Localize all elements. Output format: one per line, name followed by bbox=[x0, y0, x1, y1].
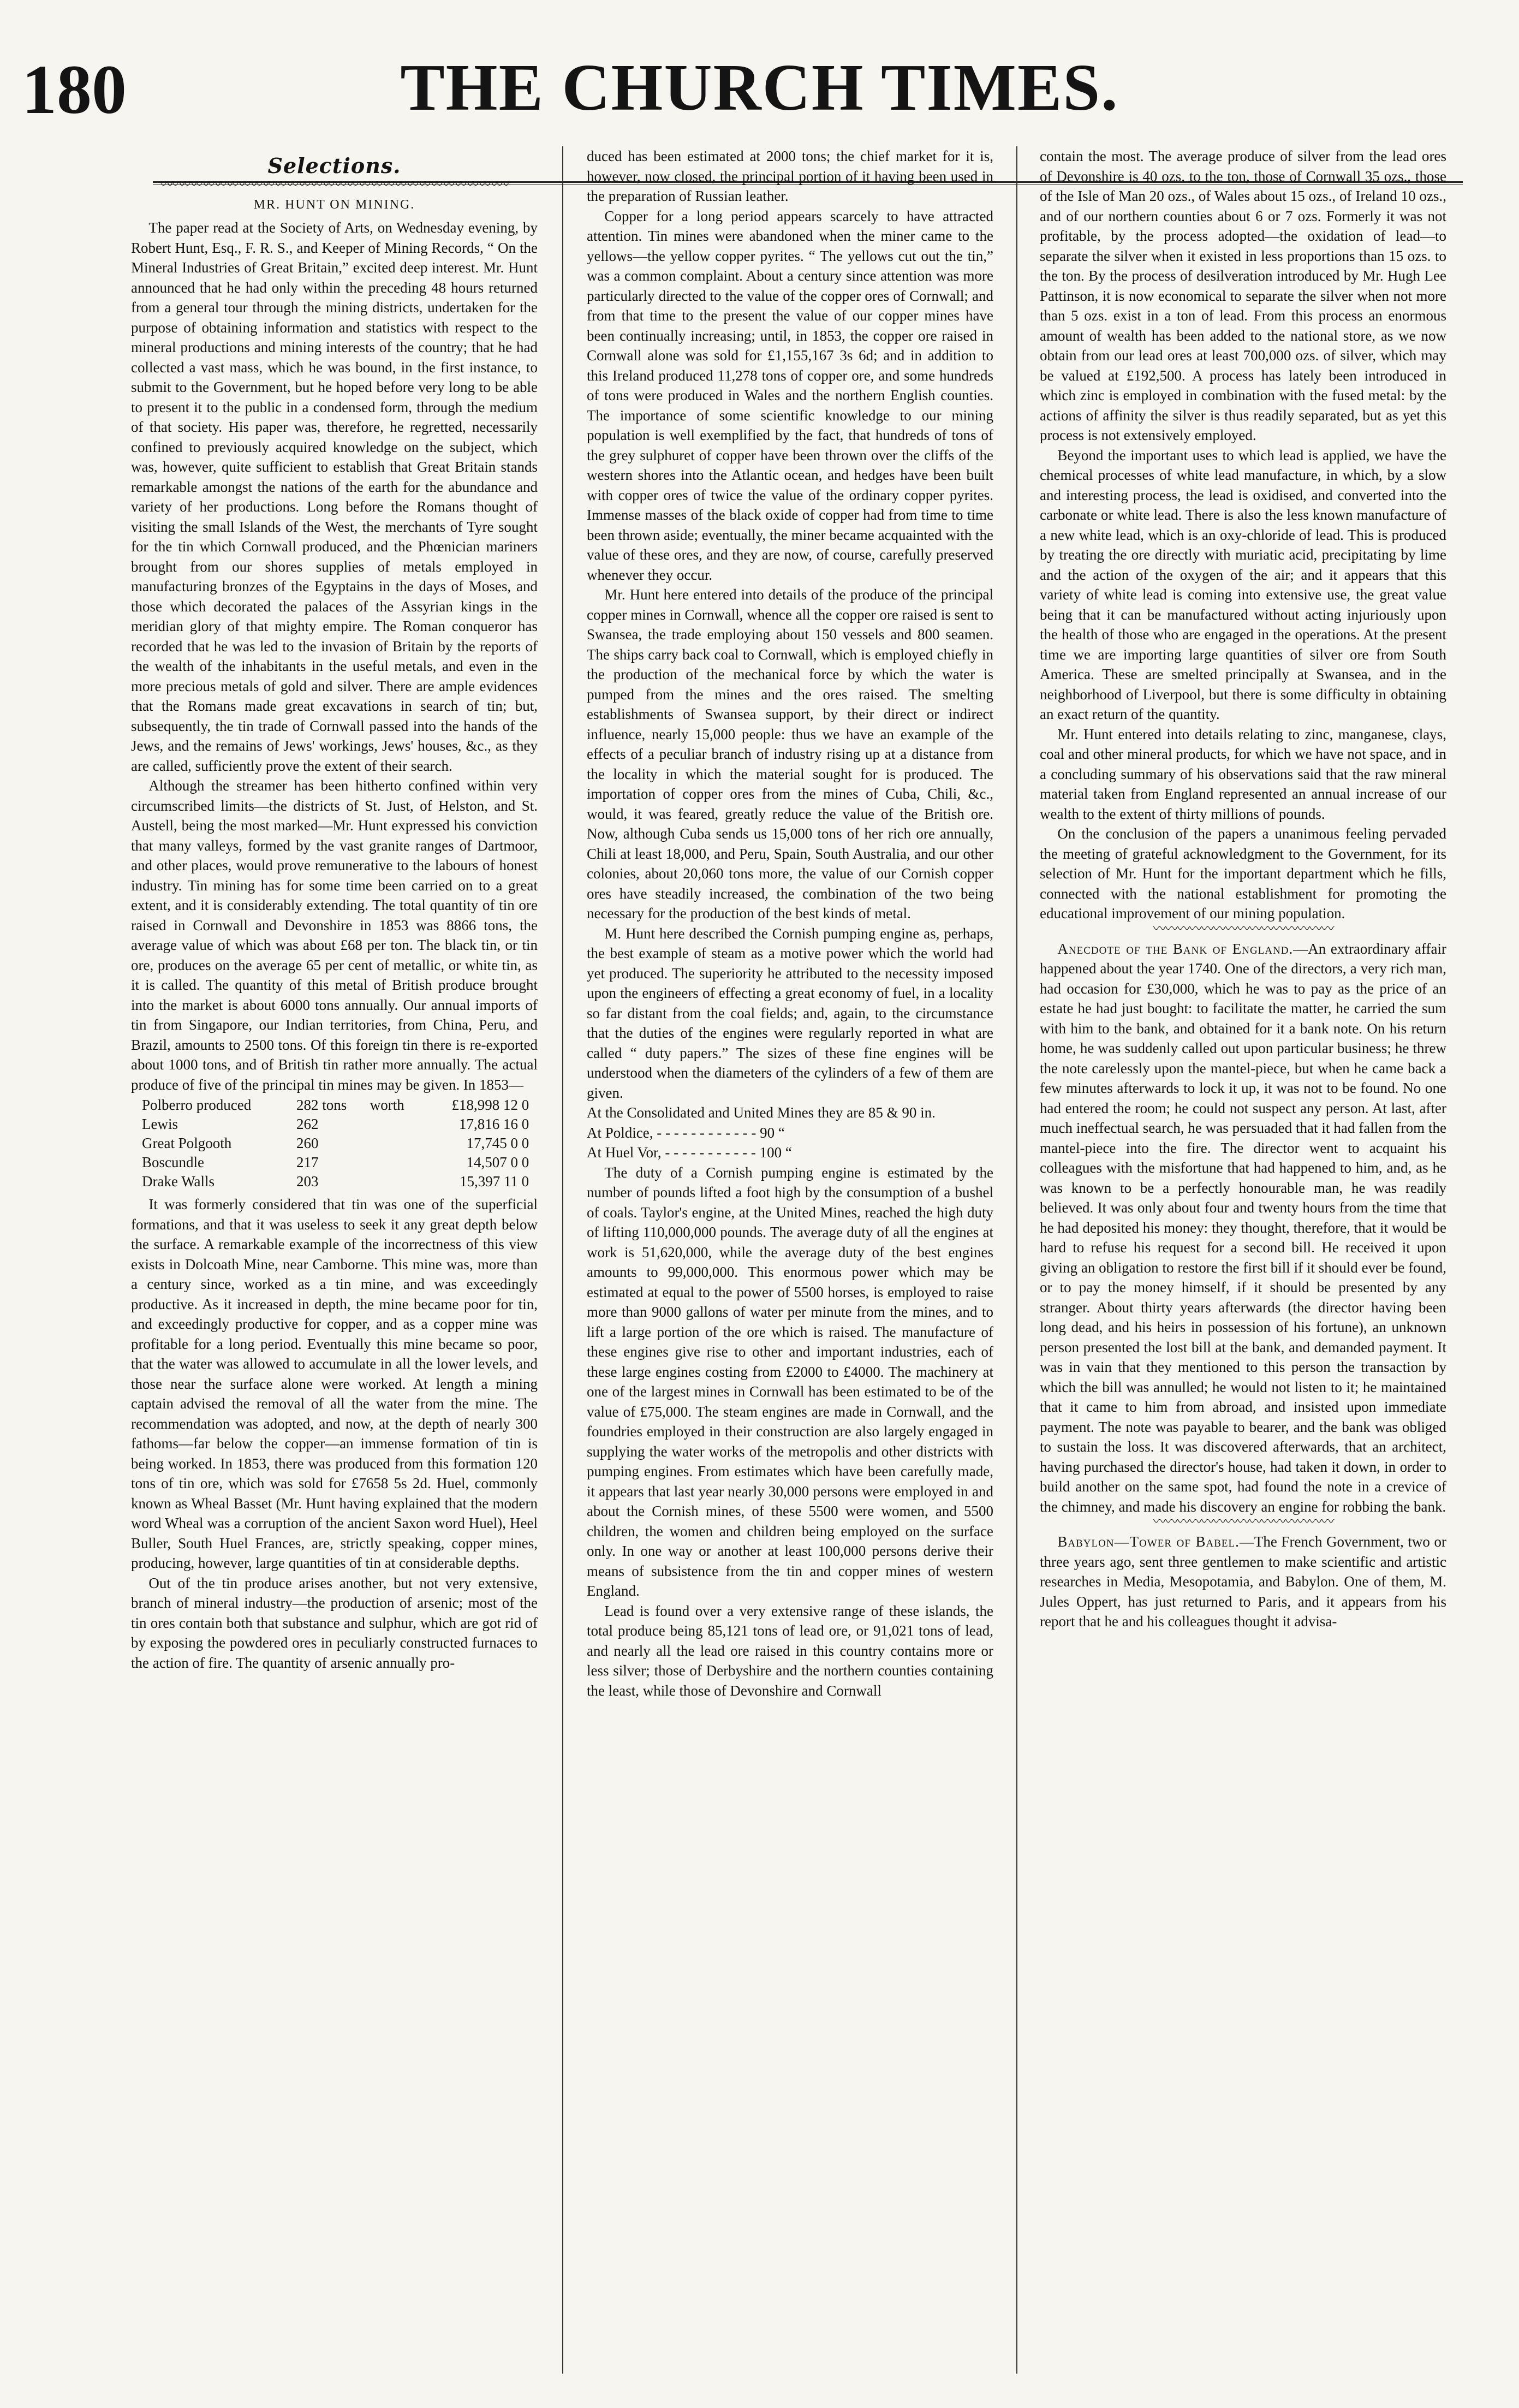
table-row bbox=[142, 1134, 532, 1153]
page-number: 180 bbox=[22, 51, 127, 128]
babylon-paragraph bbox=[1040, 1532, 1446, 1632]
mine-value: 17,816 16 0 bbox=[458, 1116, 529, 1132]
anecdote-title: Anecdote of the Bank of England. bbox=[1057, 940, 1294, 957]
table-row bbox=[142, 1096, 532, 1115]
cylinder-size-line: At Poldice, - - - - - - - - - - - - 90 “ bbox=[587, 1124, 785, 1141]
column-3 bbox=[1040, 146, 1446, 2390]
article-paragraph: The paper read at the Society of Arts, on Wednesday evening, by Robert Hunt, Esq., F. R. S., and Keeper of Mining Records, “ On the Mineral Industries of Great Britain,” excited deep interest. Mr. Hunt announced that he had only within the preceding 48 hours returned from a general tour through the mining districts, undertaken for the purpose of obtaining information and statistics with respect to the mineral productions and mining interests of the country; that he had collected a vast mass, which he was bound, in the first instance, to submit to the Government, but he hoped before very long to be able to present it to the public in a condensed form, through the medium of that society. His paper was, therefore, he regretted, necessarily confined to previously acquired knowledge on the subject, which was, however, quite sufficient to establish that Great Britain stands remarkable amongst the nations of the earth for the abundance and variety of her productions. Long before the Romans thought of visiting the small Islands of the West, the merchants of Tyre sought for the tin which Cornwall produced, and the Phœnician mariners brought from our shores supplies of metals employed in manufacturing bronzes of the Egyptains in the days of Moses, and those which decorated the palaces of the Assyrian kings in the meridian glory of that mighty empire. The Roman conqueror has recorded that he was led to the invasion of Britain by the reports of the wealth of the inhabitants in the useful metals, and even in the more precious metals of gold and silver. There are ample evidences that the Romans made great excavations in search of tin; but, subsequently, the tin trade of Cornwall passed into the hands of the Jews, and the remains of Jews' workings, Jews' houses, &c., as they are called, sufficiently prove the extent of their search. bbox=[131, 219, 538, 774]
article-paragraph: duced has been estimated at 2000 tons; the chief market for it is, however, now closed, the principal portion of it having been used in the preparation of Russian leather. bbox=[587, 148, 993, 204]
section-heading: Selections. bbox=[267, 153, 401, 178]
mine-name: Polberro produced bbox=[142, 1097, 252, 1113]
article-paragraph: Beyond the important uses to which lead is applied, we have the chemical processes of white lead manufacture, in which, by a slow and interesting process, the lead is oxidised, and converted into the carbonate or white lead. There is also the less known manufacture of a new white lead, which is an oxy-chloride of lead. This is produced by treating the ore directly with muriatic acid, precipitating by lime and the action of the oxygen of the air; and it appears that this variety of white lead is coming into extensive use, the great value being that it can be manufactured without acting injuriously upon the health of those who are engaged in the operations. At the present time we are importing large quantities of silver ore from South America. These are smelted principally at Swansea, and in the neighborhood of Liverpool, but there is some difficulty in obtaining an exact return of the quantity. bbox=[1040, 447, 1446, 722]
anecdote-text: —An extraordinary affair happened about the year 1740. One of the directors, a very rich man, had occasion for £30,000, which he was to pay as the price of an estate he had just bought: to facilitate the matter, he carried the sum with him to the bank, and obtained for it a bank note. On his return home, he was suddenly called out upon particular business; he threw the note carelessly upon the mantel-piece, but when he came back a few minutes afterwards to lock it up, it was not to be found. No one had entered the room; he could not suspect any person. At last, after much ineffectual search, he was persuaded that it had fallen from the mantel-piece into the fire. The director went to acquaint his colleagues with the misfortune that had happened to him, and, as he was known to be a perfectly honourable man, he was readily believed. It was only about four and twenty hours from the time that he had deposited his money: they thought, therefore, that it would be hard to refuse his request for a second bill. He received it upon giving an obligation to restore the first bill if it should ever be found, or to pay the money himself, if it should be presented by any stranger. About thirty years afterwards (the director having been long dead, and his heirs in possession of his fortune), an unknown person presented the lost bill at the bank, and demanded payment. It was in vain that they mentioned to this person the transaction by which the bill was annulled; he would not listen to it; he maintained that it came to him from abroad, and insisted upon immediate payment. The note was payable to bearer, and the bank was obliged to sustain the loss. It was discovered afterwards, that an architect, having purchased the director's house, had taken it down, in order to build another on the same spot, had found the note in a crevice of the chimney, and made his discovery an engine for robbing the bank. bbox=[1040, 940, 1446, 1515]
babylon-title: Babylon—Tower of Babel. bbox=[1057, 1533, 1240, 1550]
worth-label bbox=[370, 1115, 422, 1134]
mine-tons: 203 bbox=[296, 1173, 319, 1190]
article-paragraph: Mr. Hunt entered into details relating to zinc, manganese, clays, coal and other mineral products, for which we have not space, and in a concluding summary of his observations said that the raw mineral material taken from England represented an annual increase of our wealth to the extent of thirty millions of pounds. bbox=[1040, 726, 1446, 822]
article-paragraph: Copper for a long period appears scarcely to have attracted attention. Tin mines were abandoned when the miner came to the yellows—the yellow copper pyrites. “ The yellows cut out the tin,” was a common complaint. About a century since attention was more particularly directed to the value of the copper ores of Cornwall; and from that time to the present the value of our copper mines have been continually increasing; until, in 1853, the copper ore raised in Cornwall alone was sold for £1,155,167 3s 6d; and in addition to this Ireland produced 11,278 tons of copper ore, and some hundreds of tons were produced in Wales and the northern English counties. The importance of some scientific knowledge to our mining population is well exemplified by the fact, that hundreds of tons of the grey sulphuret of copper have been thrown over the cliffs of the western shores into the Atlantic ocean, and hedges have been built with copper ores of twice the value of the ordinary copper pyrites. Immense masses of the black oxide of copper had from time to time been thrown aside; eventually, the miner became acquainted with the value of these ores, and they are now, of course, carefully preserved whenever they occur. bbox=[587, 207, 993, 583]
masthead bbox=[22, 51, 1497, 158]
cylinder-size-line: At Huel Vor, - - - - - - - - - - - 100 “ bbox=[587, 1144, 792, 1161]
mine-tons: 217 bbox=[296, 1154, 319, 1170]
tin-production-table bbox=[142, 1096, 532, 1191]
article-paragraph: M. Hunt here described the Cornish pumping engine as, perhaps, the best example of steam as a motive power which the world had yet produced. The superiority he attributed to the necessity imposed upon the engineers of effecting a great economy of fuel, in a locality so far distant from the coal fields; and, again, to the circumstance that the duties of the engines were regularly reported in what are called “ duty papers.” The sizes of these fine engines will be understood when the diameters of the cylinders of a few of them are given. bbox=[587, 925, 993, 1101]
column-1 bbox=[131, 146, 538, 2390]
table-row bbox=[142, 1172, 532, 1191]
worth-label bbox=[370, 1172, 422, 1191]
mine-name: Lewis bbox=[142, 1116, 178, 1132]
newspaper-title: THE CHURCH TIMES. bbox=[400, 51, 1119, 124]
mine-name: Boscundle bbox=[142, 1154, 204, 1170]
ornamental-rule: 〰〰〰〰〰〰〰〰〰〰〰〰〰〰〰 bbox=[1153, 1517, 1333, 1527]
article-paragraph: Lead is found over a very extensive range of these islands, the total produce being 85,121 tons of lead ore, or 91,021 tons of lead, and nearly all the lead ore raised in this country contains more or less silver; those of Derbyshire and the northern counties containing the least, while those of Devonshire and Cornwall bbox=[587, 1602, 993, 1699]
ornamental-rule: 〰〰〰〰〰〰〰〰〰〰〰〰〰〰〰〰〰〰〰〰〰〰〰〰〰〰〰〰〰 bbox=[160, 179, 509, 191]
table-row bbox=[142, 1115, 532, 1134]
table-row bbox=[142, 1153, 532, 1172]
article-paragraph: It was formerly considered that tin was one of the superficial formations, and that it was useless to seek it any great depth below the surface. A remarkable example of the incorrectness of this view exists in Dolcoath Mine, near Camborne. This mine was, more than a century since, worked as a tin mine, and was exceedingly productive. As it increased in depth, the mine became poor for tin, and exceedingly productive for copper, and as a copper mine was profitable for a long period. Eventually this mine became so poor, that the water was allowed to accumulate in all the lower levels, and those near the surface alone were worked. At length a mining captain advised the removal of all the water from the mine. The recommendation was adopted, and now, at the depth of nearly 300 fathoms—far below the copper—an immense formation of tin is being worked. In 1853, there was produced from this formation 120 tons of tin ore, which was sold for £7658 5s 2d. Huel, commonly known as Wheal Basset (Mr. Hunt having explained that the modern word Wheal was a corruption of the ancient Saxon word Huel), Heel Buller, South Huel Frances, are, strictly speaking, copper mines, producing, however, large quantities of tin at considerable depths. bbox=[131, 1196, 538, 1571]
worth-label: worth bbox=[370, 1097, 404, 1113]
worth-label bbox=[370, 1134, 422, 1153]
mine-value: 15,397 11 0 bbox=[459, 1173, 529, 1190]
cylinder-size-line: At the Consolidated and United Mines they are 85 & 90 in. bbox=[587, 1104, 936, 1121]
column-2 bbox=[587, 146, 993, 2390]
anecdote-paragraph bbox=[1040, 939, 1446, 1517]
worth-label bbox=[370, 1153, 422, 1172]
mine-name: Drake Walls bbox=[142, 1173, 215, 1190]
article-paragraph: The duty of a Cornish pumping engine is estimated by the number of pounds lifted a foot high by the consumption of a bushel of coals. Taylor's engine, at the United Mines, reached the high duty of lifting 110,000,000 pounds. The average duty of all the engines at work is 51,620,000, while the average duty of the best engines amounts to 99,000,000. This enormous power which may be estimated at equal to the power of 5500 horses, is employed to raise more than 9000 gallons of water per minute from the mines, and to lift a large portion of the ore which is raised. The manufacture of these engines give rise to other and important industries, each of these large engines costing from £2000 to £4000. The machinery at one of the largest mines in Cornwall has been estimated to be of the value of £75,000. The steam engines are made in Cornwall, and the foundries employed in their construction are also largely engaged in supplying the water works of the metropolis and other districts with pumping engines. From estimates which have been carefully made, it appears that last year nearly 30,000 persons were employed in and about the Cornish mines, of these 5500 were women, and 5500 children, the women and children being employed on the surface only. In one way or another at least 100,000 persons derive their means of subsistence from the tin and copper mines of western England. bbox=[587, 1164, 993, 1599]
babylon-text: —The French Government, two or three years ago, sent three gentlemen to make scientific and artistic researches in Media, Mesopotamia, and Babylon. One of them, M. Jules Oppert, has just returned to Paris, and it appears from his report that he and his colleagues thought it advisa- bbox=[1040, 1533, 1446, 1630]
article-paragraph: contain the most. The average produce of silver from the lead ores of Devonshire is 40 ozs. to the ton, those of Cornwall 35 ozs., those of the Isle of Man 20 ozs., of Wales about 15 ozs., of Ireland 10 ozs., and of our northern counties about 6 or 7 ozs. Formerly it was not profitable, by the process adopted—the oxidation of lead—to separate the silver when it existed in less proportions than 15 ozs. to the ton. By the process of desilveration introduced by Mr. Hugh Lee Pattinson, it is now economical to separate the silver when not more than 5 ozs. exist in a ton of lead. From this process an enormous amount of wealth has been added to the national store, as we now obtain from our lead ores at least 700,000 ozs. of silver, which may be valued at £192,500. A process has lately been introduced in which zinc is employed in combination with the fused metal: by the actions of affinity the silver is thus readily separated, but as yet this process is not extensively employed. bbox=[1040, 148, 1446, 443]
article-paragraph: Out of the tin produce arises another, but not very extensive, branch of mineral industry—the production of arsenic; most of the tin ores contain both that substance and sulphur, which are got rid of by exposing the powdered ores in peculiarly constructed furnaces to the action of fire. The quantity of arsenic annually pro- bbox=[131, 1574, 538, 1671]
mine-tons: 262 bbox=[296, 1116, 319, 1132]
mine-name: Great Polgooth bbox=[142, 1135, 232, 1151]
mine-value: 17,745 0 0 bbox=[466, 1135, 529, 1151]
mine-value: 14,507 0 0 bbox=[466, 1154, 529, 1170]
ornamental-rule: 〰〰〰〰〰〰〰〰〰〰〰〰〰〰〰 bbox=[1153, 923, 1333, 935]
mine-tons: 260 bbox=[296, 1135, 319, 1151]
article-subheading: MR. HUNT ON MINING. bbox=[253, 197, 415, 212]
article-paragraph: Mr. Hunt here entered into details of the produce of the principal copper mines in Cornwall, whence all the copper ore raised is sent to Swansea, the trade employing about 150 vessels and 800 seamen. The ships carry back coal to Cornwall, which is employed chiefly in the production of the mechanical force by which the water is pumped from the mines and the ores raised. The smelting establishments of Swansea support, by their direct or indirect influence, nearly 15,000 people: thus we have an example of the effects of a peculiar branch of industry rising up at a distance from the locality in which the material sought for is produced. The importation of copper ores from the mines of Cuba, Chili, &c., would, it was feared, greatly reduce the value of the British ore. Now, although Cuba sends us 15,000 tons of her rich ore annually, Chili at least 18,000, and Peru, Spain, South Australia, and our other colonies, about 20,060 tons more, the value of our Cornish copper ores have steadily increased, the combination of the two being necessary for the production of the best kinds of metal. bbox=[587, 586, 993, 921]
article-columns bbox=[131, 146, 1446, 2390]
article-paragraph: On the conclusion of the papers a unanimous feeling pervaded the meeting of grateful acknowledgment to the Government, for its selection of Mr. Hunt for the important department which he fills, connected with the national establishment for promoting the educational improvement of our mining population. bbox=[1040, 825, 1446, 921]
mine-value: £18,998 12 0 bbox=[451, 1097, 529, 1113]
article-paragraph: Although the streamer has been hitherto confined within very circumscribed limits—the districts of St. Just, of Helston, and St. Austell, being the most marked—Mr. Hunt expressed his conviction that many valleys, formed by the vast granite ranges of Dartmoor, and other places, would prove remunerative to the labours of honest industry. Tin mining has for some time been carried on to a great extent, and it is considerably extending. The total quantity of tin ore raised in Cornwall and Devonshire in 1853 was 8866 tons, the average value of which was about £68 per ton. The black tin, or tin ore, produces on the average 65 per cent of metallic, or white tin, as it is called. The quantity of this metal of British produce brought into the market is about 6000 tons annually. Our annual imports of tin from Singapore, our Indian territories, from China, Peru, and Brazil, amounts to 2500 tons. Of this foreign tin there is re-exported about 1000 tons, and of British tin rather more annually. The actual produce of five of the principal tin mines may be given. In 1853— bbox=[131, 777, 538, 1093]
mine-tons: 282 tons bbox=[296, 1097, 347, 1113]
